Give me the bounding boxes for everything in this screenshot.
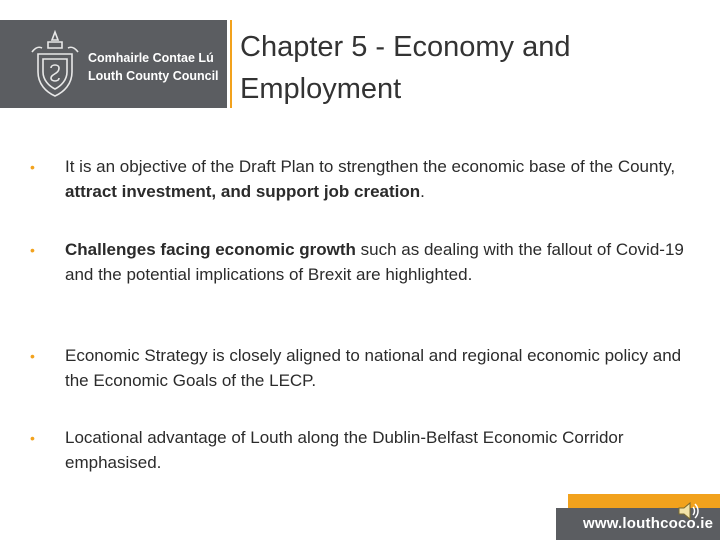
council-crest-icon xyxy=(30,28,80,100)
speaker-icon[interactable] xyxy=(676,500,700,522)
bullet-dot-icon: • xyxy=(30,430,35,446)
council-name-english: Louth County Council xyxy=(88,69,219,83)
slide-title: Chapter 5 - Economy and Employment xyxy=(240,31,571,105)
bullet-item: • Economic Strategy is closely aligned to national and regional economic policy and the Economic Goals of the LECP. xyxy=(30,346,682,390)
bullet-dot-icon: • xyxy=(30,159,35,175)
bullet-item: • Locational advantage of Louth along the Dublin-Belfast Economic Corridor emphasised. xyxy=(30,428,624,472)
council-logo xyxy=(0,20,227,108)
title-accent-bar xyxy=(230,20,232,108)
bullet-dot-icon: • xyxy=(30,242,35,258)
bullet-dot-icon: • xyxy=(30,348,35,364)
council-name-irish: Comhairle Contae Lú xyxy=(88,51,214,65)
bullet-item: • It is an objective of the Draft Plan to strengthen the economic base of the County, attract investment, and support job creation. xyxy=(30,157,676,201)
bullet-item: • Challenges facing economic growth such as dealing with the fallout of Covid-19 and the potential implications of Brexit are highlighted. xyxy=(30,240,684,284)
website-url: www.louthcoco.ie xyxy=(583,515,714,532)
